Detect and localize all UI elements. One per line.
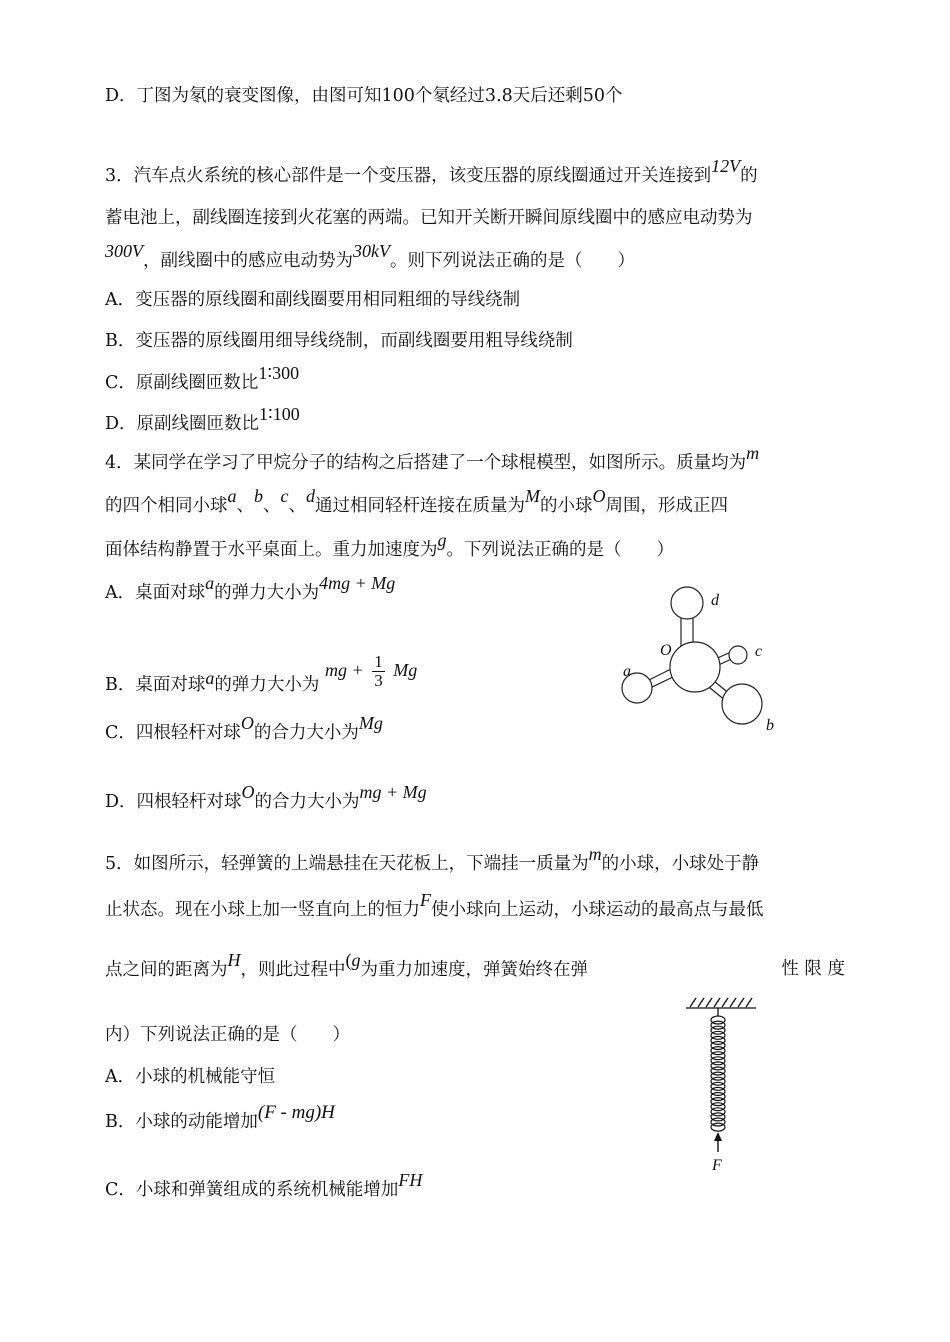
- q5-stem-line1: 5．如图所示，轻弹簧的上端悬挂在天花板上，下端挂一质量为m的小球，小球处于静: [105, 844, 760, 874]
- q3-option-a: A．变压器的原线圈和副线圈要用相同粗细的导线绕制: [105, 290, 521, 310]
- q4-option-a: A．桌面对球a的弹力大小为4mg + Mg: [105, 573, 396, 603]
- q4-option-b: B．桌面对球a的弹力大小为 mg + $\frac{1}{3}$ Mg: [105, 652, 418, 695]
- label-o: O: [660, 642, 672, 659]
- fraction-one-third: $\frac{1}{3}$: [374, 652, 383, 690]
- force-arrow: [714, 1132, 722, 1152]
- q3-option-b: B．变压器的原线圈用细导线绕制，而副线圈要用粗导线绕制: [105, 331, 573, 351]
- q3-stem-line3: 300V，副线圈中的感应电动势为30kV。则下列说法正确的是（ ）: [105, 241, 635, 271]
- methane-model-figure: [615, 585, 790, 735]
- ball-d: [671, 587, 703, 619]
- label-d: d: [711, 592, 719, 609]
- label-a: a: [623, 663, 631, 680]
- ceiling-hatch: [686, 998, 756, 1016]
- q4-stem-line3: 面体结构静置于水平桌面上。重力加速度为g。下列说法正确的是（ ）: [105, 530, 674, 560]
- spring-coils: [711, 1016, 725, 1131]
- q4-option-d: D．四根轻杆对球O的合力大小为mg + Mg: [105, 782, 427, 812]
- q5-stem-line4: 内）下列说法正确的是（ ）: [105, 1025, 350, 1045]
- ball-b: [722, 684, 762, 724]
- ball-c: [729, 646, 747, 664]
- spring-coil: [711, 1123, 725, 1131]
- q4-option-c: C．四根轻杆对球O的合力大小为Mg: [105, 713, 383, 743]
- q3-option-d: D．原副线圈匝数比1∶100: [105, 404, 300, 434]
- q4-stem-line2: 的四个相同小球a、b、c、d通过相同轻杆连接在质量为M的小球O周围，形成正四: [105, 486, 728, 516]
- q5-stem-line3: 点之间的距离为H，则此过程中(g为重力加速度，弹簧始终在弹 性 限 度: [105, 950, 845, 980]
- q5-stem-line2: 止状态。现在小球上加一竖直向上的恒力F使小球向上运动，小球运动的最高点与最低: [105, 890, 764, 920]
- ball-o: [670, 642, 720, 692]
- q2-option-d: D．丁图为氡的衰变图像，由图可知100个氡经过3.8天后还剩50个: [105, 86, 623, 106]
- q4-stem-line1: 4．某同学在学习了甲烷分子的结构之后搭建了一个球棍模型，如图所示。质量均为m: [105, 443, 760, 473]
- q5-option-a: A．小球的机械能守恒: [105, 1067, 276, 1087]
- spring-figure: [680, 992, 760, 1177]
- q3-stem-line2: 蓄电池上，副线圈连接到火花塞的两端。已知开关断开瞬间原线圈中的感应电动势为: [105, 208, 753, 228]
- force-label: F: [712, 1157, 722, 1174]
- q3-stem-line1: 3．汽车点火系统的核心部件是一个变压器，该变压器的原线圈通过开关连接到12V的: [105, 156, 758, 186]
- label-b: b: [766, 717, 774, 734]
- label-c: c: [755, 643, 763, 660]
- q3-option-c: C．原副线圈匝数比1∶300: [105, 363, 300, 393]
- q5-option-b: B．小球的动能增加(F - mg)H: [105, 1102, 335, 1132]
- q5-option-c: C．小球和弹簧组成的系统机械能增加FH: [105, 1170, 423, 1200]
